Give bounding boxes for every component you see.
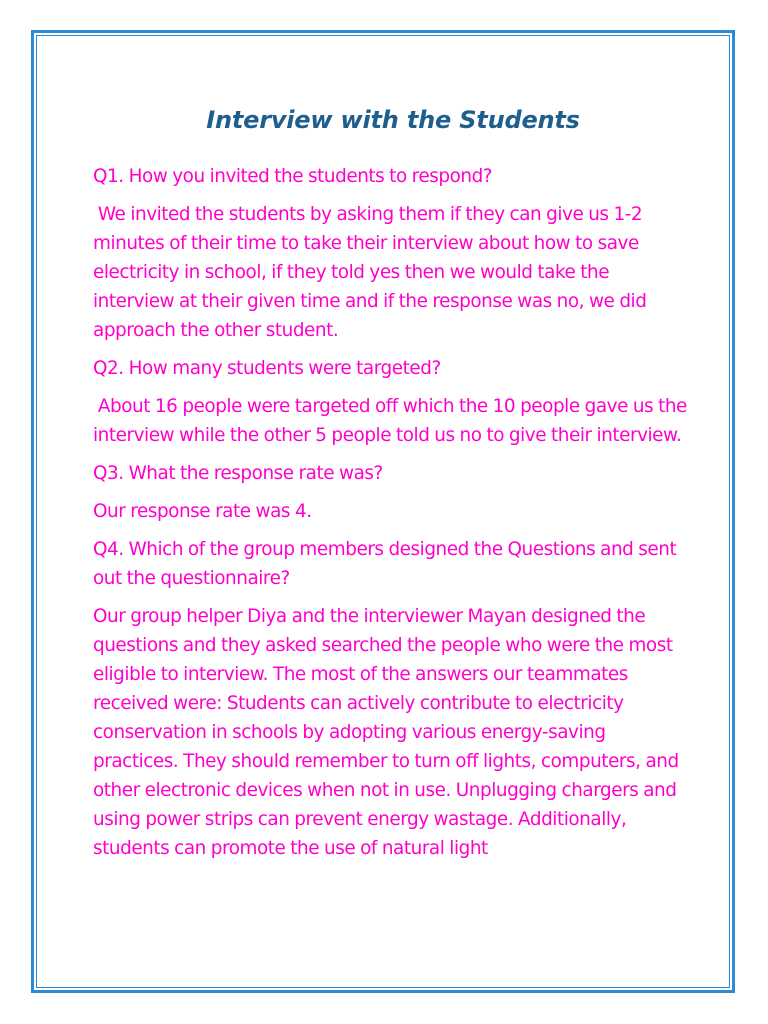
answer-2: About 16 people were targeted off which the 10 people gave us the interview while the other 5 people told us no to give their interview.	[93, 396, 692, 446]
answer-4: Our group helper Diya and the interviewer Mayan designed the questions and they asked searched the people who were the most eligible to interview. The most of the answers our teammates received were: Students can actively contribute to electricity conservation in schools by adopting various energy-saving practices. They should remember to turn off lights, computers, and other electronic devices when not in use. Unplugging chargers and using power strips can prevent energy wastage. Additionally, students can promote the use of natural light	[93, 606, 679, 859]
document-title: Interview with the Students	[206, 106, 580, 134]
question-2: Q2. How many students were targeted?	[93, 358, 441, 379]
document-body	[93, 100, 693, 872]
question-4: Q4. Which of the group members designed the Questions and sent out the questionnaire?	[93, 539, 677, 589]
answer-3: Our response rate was 4.	[93, 501, 312, 522]
question-1: Q1. How you invited the students to respond?	[93, 166, 493, 187]
answer-1: We invited the students by asking them if they can give us 1-2 minutes of their time to take their interview about how to save electricity in school, if they told yes then we would take the interview at their given time and if the response was no, we did approach the other student.	[93, 204, 652, 341]
question-3: Q3. What the response rate was?	[93, 463, 383, 484]
